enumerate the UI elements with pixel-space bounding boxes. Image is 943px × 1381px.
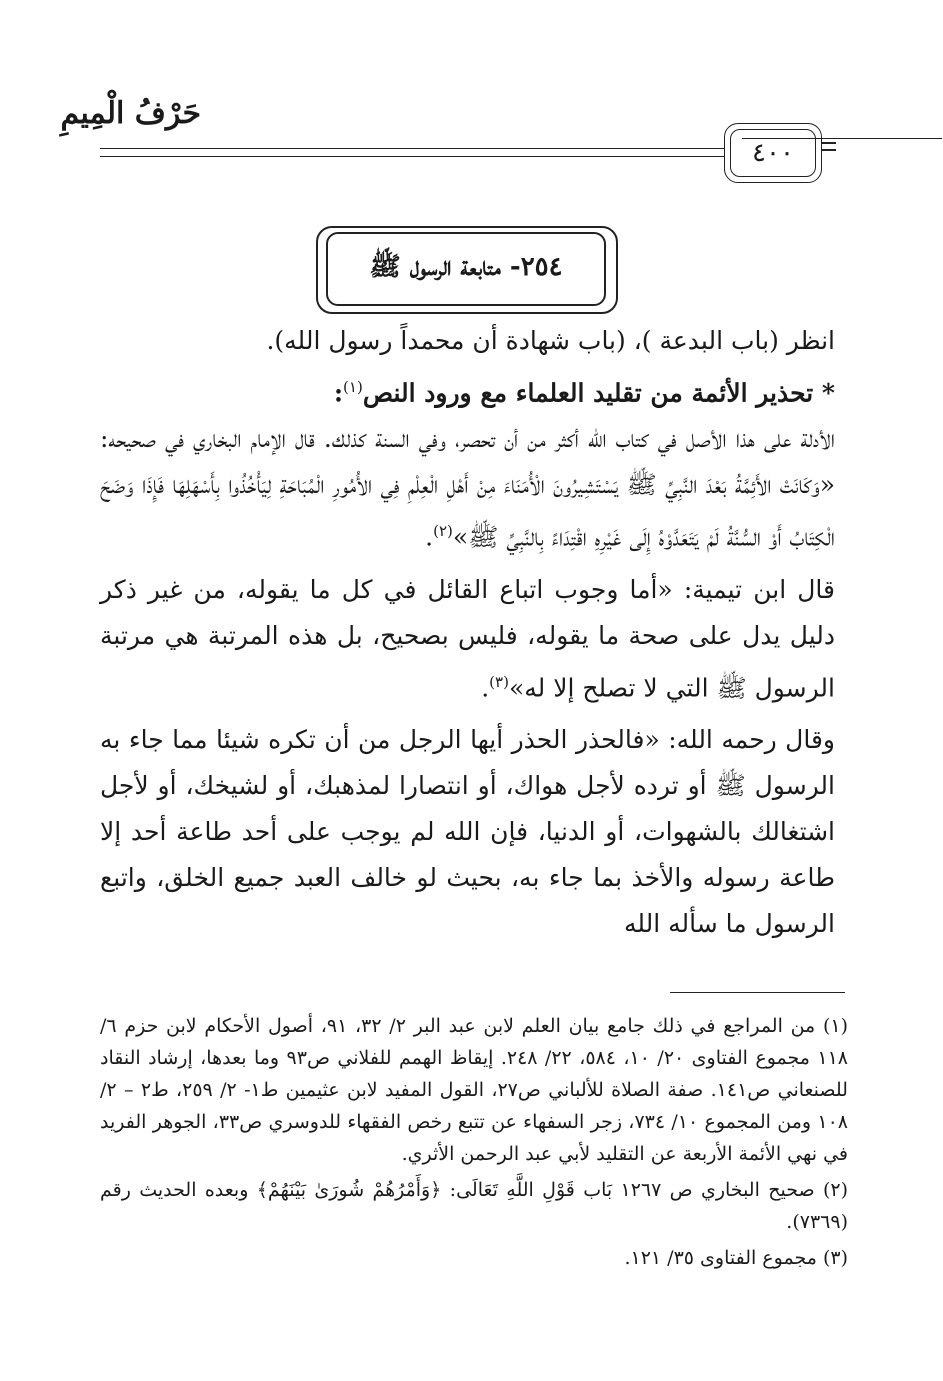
subheading-text: * تحذير الأئمة من تقليد العلماء مع ورود النص	[362, 378, 835, 408]
footnotes	[100, 1010, 848, 1278]
header-rule-bottom	[100, 156, 724, 157]
footnote-text: من المراجع في ذلك جامع بيان العلم لابن عبد البر ٢/ ٣٢، ٩١، أصول الأحكام لابن حزم ٦/ ١١٨ مجموع الفتاوى ٢٠/ ١٠، ٥٨٤، ٢٢/ ٢٤٨. إيقاظ الهمم للفلاني ص٩٣ وما بعدها، إرشاد النقاد للصنعاني ص١٤١. صفة الصلاة للألباني ص٢٧، القول المفيد لابن عثيمين ط١- ٢/ ٢٥٩، ط٢ – ٢/ ١٠٨ ومن المجموع ١٠/ ٧٣٤، زجر السفهاء عن تتبع رخص الفقهاء للدوسري ص٣٣، الجوهر الفريد في نهي الأئمة الأربعة عن التقليد لأبي عبد الرحمن الأثري.	[100, 1015, 849, 1165]
paragraph-2-text: قال ابن تيمية: «أما وجوب اتباع القائل في كل ما يقوله، من غير ذكر دليل يدل على صحة ما يقوله، فليس بصحيح، بل هذه المرتبة هي مرتبة الرسول ﷺ التي لا تصلح إلا له»	[100, 574, 835, 702]
footnote-text: صحيح البخاري ص ١٢٦٧ بَاب قَوْلِ اللَّهِ تَعَالَى: ﴿وَأَمْرُهُمْ شُورَىٰ بَيْنَهُمْ﴾ وبعده الحديث رقم (٧٣٦٩).	[100, 1179, 848, 1233]
paragraph-3: وقال رحمه الله: «فالحذر الحذر أيها الرجل من أن تكره شيئا مما جاء به الرسول ﷺ أو ترده لأجل هواك، أو انتصارا لمذهبك، أو لشيخك، أو لأجل اشتغالك بالشهوات، أو الدنيا، فإن الله لم يوجب على أحد طاعة أحد إلا طاعة رسوله والأخذ بما جاء به، بحيث لو خالف العبد جميع الخلق، واتبع الرسول ما سأله الله	[100, 724, 835, 938]
paragraph-1-end: .	[425, 522, 434, 552]
page-number: ٤٠٠	[730, 129, 816, 177]
header-rule-top	[100, 148, 724, 149]
subheading	[100, 364, 835, 416]
see-also-line: انظر (باب البدعة )، (باب شهادة أن محمداً رسول الله).	[266, 326, 835, 355]
footnote-marker: (٣)	[822, 1247, 848, 1269]
footnote-marker: (٢)	[822, 1179, 848, 1201]
footnote-ref-3: (٣)	[489, 672, 509, 691]
paragraph-1-text: الأدلة على هذا الأصل في كتاب الله أكثر من أن تحصر، وفي السنة كذلك. قال الإمام البخاري في صحيحه: «وَكَانَتْ الأَئِمَّةُ بَعْدَ النَّبِيِّ ﷺ يَسْتَشِيرُونَ الْأُمَنَاءَ مِنْ أَهْلِ الْعِلْمِ فِي الأُمُورِ الْمُبَاحَةِ لِيَأْخُذُوا بِأَسْهَلِهَا فَإِذَا وَضَحَ الْكِتَابُ أَوْ السُّنَّةُ لَمْ يَتَعَدَّوْهُ إِلَى غَيْرِهِ اقْتِدَاءً بِالنَّبِيِّ ﷺ»	[100, 424, 835, 552]
section-title: ٢٥٤- متابعة الرسول ﷺ	[326, 232, 606, 306]
footnote-ref-1: (١)	[343, 378, 363, 396]
paragraph-1	[100, 416, 835, 560]
footnote-ref-2: (٢)	[433, 522, 453, 541]
header-equals-ornament	[822, 142, 836, 156]
body-text	[100, 318, 835, 947]
chapter-title: حَرْفُ الْمِيمِ	[60, 96, 201, 131]
subheading-end: :	[333, 378, 344, 408]
paragraph-2	[100, 567, 835, 711]
footnote-3	[100, 1242, 848, 1274]
footnote-2	[100, 1174, 848, 1238]
footnote-marker: (١)	[822, 1015, 849, 1037]
paragraph-2-end: .	[481, 672, 490, 702]
footnote-separator	[670, 992, 845, 993]
footnote-1	[100, 1010, 848, 1170]
footnote-text: مجموع الفتاوى ٣٥/ ١٢١.	[624, 1247, 817, 1269]
